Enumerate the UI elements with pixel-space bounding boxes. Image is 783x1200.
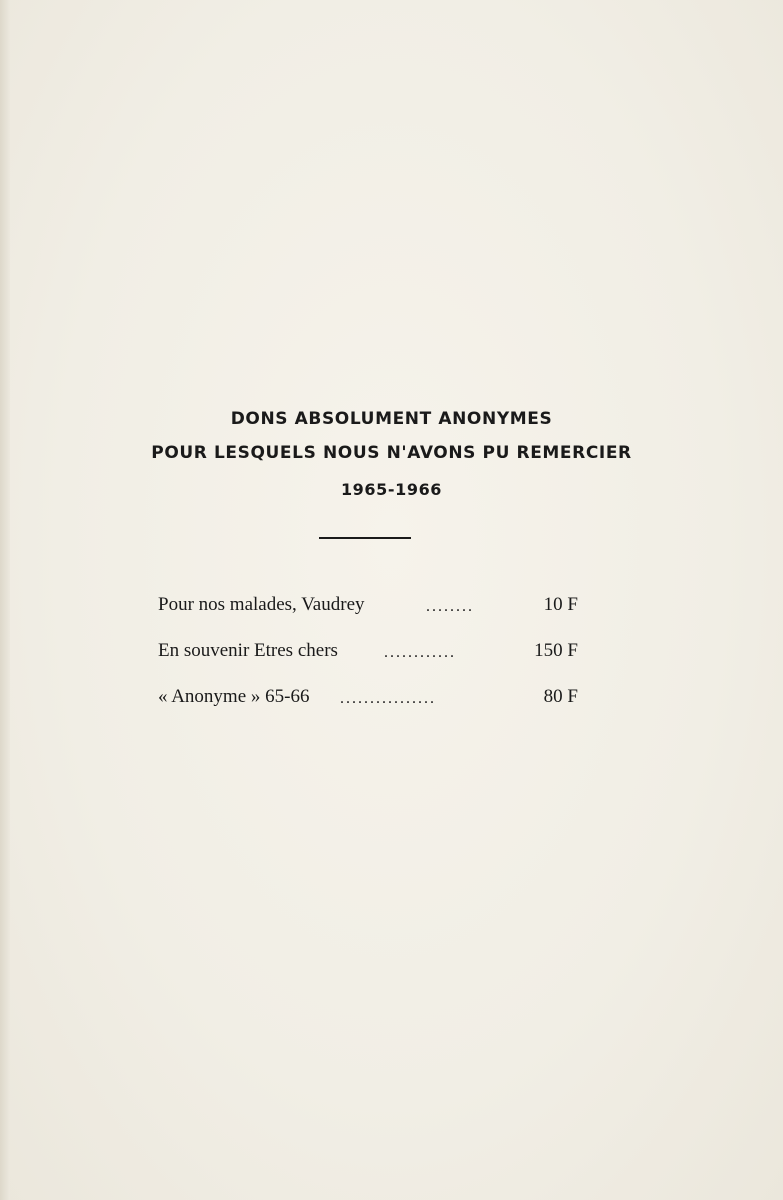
donation-amount: 10 F <box>543 594 578 615</box>
heading-years: 1965-1966 <box>340 480 443 499</box>
donation-entry <box>158 686 578 712</box>
heading-title: DONS ABSOLUMENT ANONYMES <box>230 409 553 429</box>
dot-leader: ........ <box>426 598 474 615</box>
donation-label: Pour nos malades, Vaudrey <box>158 594 365 615</box>
donation-amount: 150 F <box>534 640 578 661</box>
donation-amount: 80 F <box>543 686 578 707</box>
dot-leader: ............ <box>384 644 456 661</box>
dot-leader: ................ <box>340 690 436 707</box>
donation-label: « Anonyme » 65-66 <box>158 686 310 707</box>
donation-entry <box>158 594 578 620</box>
donation-entry <box>158 640 578 666</box>
section-divider <box>319 537 411 539</box>
heading-subtitle: POUR LESQUELS NOUS N'AVONS PU REMERCIER <box>151 443 632 463</box>
donation-label: En souvenir Etres chers <box>158 640 338 661</box>
page-binding-edge <box>0 0 10 1200</box>
